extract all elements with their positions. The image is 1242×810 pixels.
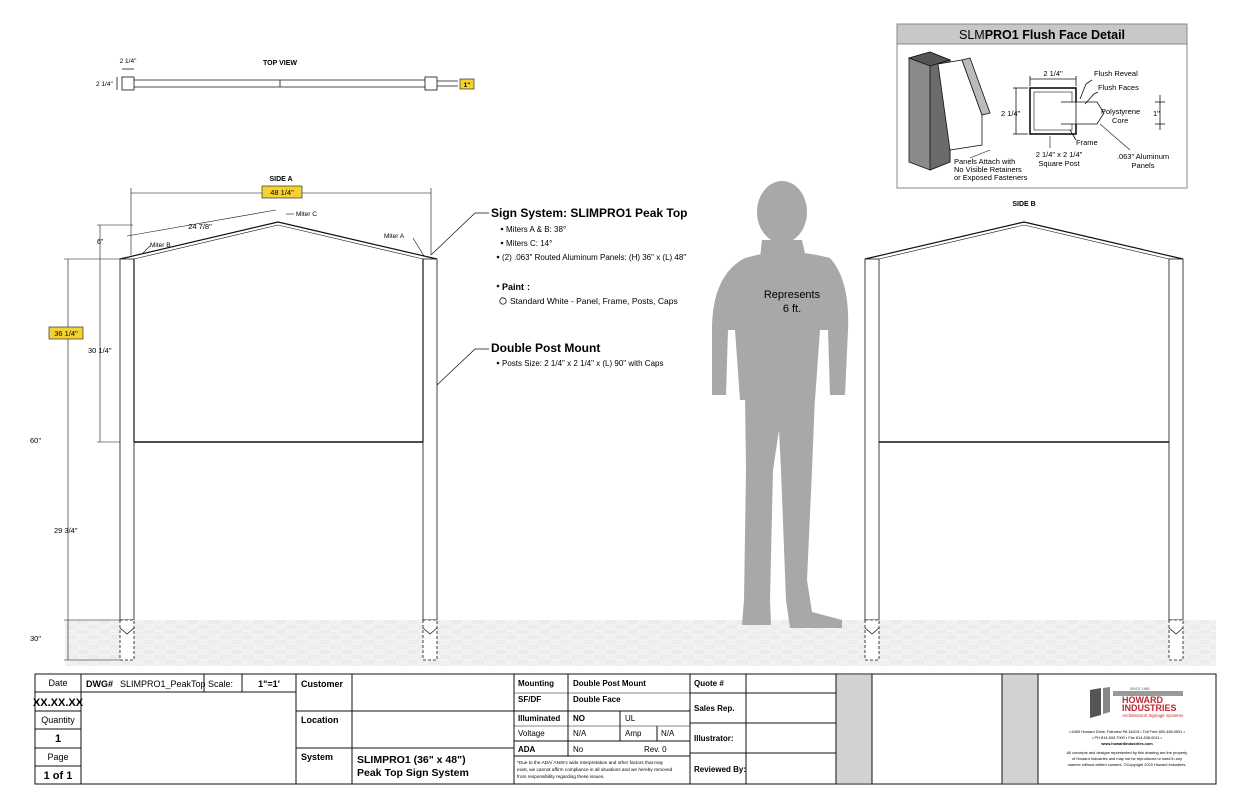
customer-label: Customer	[301, 679, 344, 689]
logo-small: SINCE 1968	[1130, 687, 1150, 691]
paint-colon: :	[527, 282, 530, 292]
voltage-label: Voltage	[518, 729, 545, 738]
side-a-sign	[120, 222, 437, 660]
page-label: Page	[47, 752, 69, 762]
detail-panels-attach-1: Panels Attach with	[954, 157, 1016, 166]
ada-value: No	[573, 745, 584, 754]
side-b-title: SIDE B	[1012, 201, 1036, 208]
detail-polystyrene: Polystyrene	[1101, 107, 1141, 116]
side-a-embed: 30"	[30, 634, 42, 643]
side-a-panel-height: 30 1/4"	[88, 346, 112, 355]
illuminated-label: Illuminated	[518, 714, 561, 723]
bullet-mount	[497, 362, 500, 365]
ada-note-3: from responsibility regarding these issues.	[517, 774, 605, 779]
detail-dim-side: 2 1/4"	[1001, 109, 1021, 118]
scale-value: 1"=1'	[258, 679, 280, 689]
side-a-peak-height: 6"	[97, 239, 104, 246]
quantity-value: 1	[54, 733, 62, 745]
side-a-overall-width: 48 1/4"	[270, 188, 294, 197]
logo-name-1: HOWARD	[1122, 695, 1163, 705]
voltage-value: N/A	[573, 729, 587, 738]
rev-label: Rev. 0	[644, 745, 667, 754]
sign-system-title: Sign System: SLIMPRO1 Peak Top	[491, 206, 688, 220]
detail-flush-faces: Flush Faces	[1098, 83, 1139, 92]
detail-panels-attach-3: or Exposed Fasteners	[954, 173, 1028, 182]
ada-note-1: *Due to the ADA/ ANSI's wide interpretation and other factors that may	[517, 760, 664, 765]
ada-note-2: exist, we cannot affirm compliance in all situations and we hereby removed	[517, 767, 673, 772]
mounting-value: Double Post Mount	[573, 679, 646, 688]
quote-label: Quote #	[694, 679, 724, 688]
top-view	[117, 69, 458, 90]
detail-panels-attach-2: No Visible Retainers	[954, 165, 1022, 174]
side-a-panel-height-hl: 36 1/4"	[54, 329, 78, 338]
paint-item: Standard White - Panel, Frame, Posts, Caps	[510, 296, 678, 306]
address-3: www.howardindustries.com	[1101, 741, 1153, 746]
system-value-1: SLIMPRO1 (36" x 48")	[357, 754, 466, 766]
side-a-clearance: 29 3/4"	[54, 526, 78, 535]
top-view-dim-depth: 2 1/4"	[96, 81, 113, 88]
detail-frame: Frame	[1076, 138, 1098, 147]
illustrator-label: Illustrator:	[694, 734, 734, 743]
dwg-value: SLIMPRO1_PeakTop	[120, 679, 206, 689]
detail-alum-panels-1: .063" Aluminum	[1116, 152, 1170, 161]
logo-tag: Architectural Signage Systems	[1122, 713, 1184, 718]
figure-line-2: 6 ft.	[782, 303, 802, 315]
sign-item-1: Miters A & B: 38°	[506, 225, 567, 234]
side-a-miter-a: Miter A	[384, 233, 405, 240]
amp-label: Amp	[625, 729, 642, 738]
side-a-title: SIDE A	[269, 176, 293, 183]
bullet-2	[501, 242, 504, 245]
location-label: Location	[301, 715, 339, 725]
legal-2: of Howard Industries and may not be reproduced or used in any	[1072, 756, 1182, 761]
logo-name-2: INDUSTRIES	[1122, 703, 1177, 713]
detail-title: SLMPRO1 Flush Face Detail	[958, 28, 1126, 42]
paint-title: Paint	[502, 282, 525, 292]
side-b-sign	[865, 222, 1183, 660]
address-1: • 6400 Howard Drive, Fairview PA 16415 • Toll Free 800.458.0591 •	[1069, 729, 1185, 734]
bullet-3	[497, 256, 500, 259]
reviewed-label: Reviewed By:	[694, 765, 747, 774]
quantity-label: Quantity	[41, 715, 75, 725]
side-a-miter-b: Miter B	[150, 242, 171, 249]
date-label: Date	[48, 678, 68, 688]
scale-label: Scale:	[208, 679, 234, 689]
address-2: • PH 814.833.7000 • Fax 814.838.0011 •	[1092, 735, 1162, 740]
sign-item-3: (2) .063" Routed Aluminum Panels: (H) 36" x (L) 48"	[502, 253, 687, 262]
legal-3: manner without written consent. ©Copyright 2020 Howard Industries.	[1067, 762, 1187, 767]
mounting-label: Mounting	[518, 679, 554, 688]
mount-item: Posts Size: 2 1/4" x 2 1/4" x (L) 90" with Caps	[502, 359, 664, 368]
figure-line-1: Represents	[763, 289, 821, 301]
detail-flush-reveal: Flush Reveal	[1094, 69, 1138, 78]
ground-band	[65, 620, 1216, 666]
detail-square-post-2: Square Post	[1038, 159, 1080, 168]
top-view-title: TOP VIEW	[263, 60, 297, 67]
ul-label: UL	[625, 714, 636, 723]
dwg-label: DWG#	[86, 679, 113, 689]
side-a-total-height: 60"	[30, 436, 42, 445]
person-silhouette	[712, 181, 848, 628]
paint-radio-icon	[500, 298, 506, 304]
system-value-2: Peak Top Sign System	[357, 767, 469, 779]
side-a-miter-c: Miter C	[296, 211, 317, 218]
sign-item-2: Miters C: 14°	[506, 239, 553, 248]
callout-leaders	[431, 213, 489, 385]
mount-title: Double Post Mount	[491, 341, 601, 355]
amp-value: N/A	[661, 729, 675, 738]
detail-dim-top: 2 1/4"	[1043, 69, 1063, 78]
bullet-1	[501, 228, 504, 231]
detail-core: Core	[1112, 116, 1129, 125]
bullet-paint	[497, 285, 500, 288]
sfdf-label: SF/DF	[518, 695, 542, 704]
system-label: System	[301, 752, 334, 762]
illuminated-value: NO	[573, 714, 585, 723]
page-value: 1 of 1	[43, 770, 73, 782]
top-view-dim-panel: 1"	[463, 82, 471, 89]
detail-dim-panel: 1"	[1153, 109, 1160, 118]
sales-label: Sales Rep.	[694, 704, 735, 713]
sfdf-value: Double Face	[573, 695, 621, 704]
date-value: XX.XX.XX	[32, 697, 84, 709]
detail-alum-panels-2: Panels	[1131, 161, 1155, 170]
legal-1: All concepts and designs represented by this drawing are the property	[1066, 750, 1188, 755]
ada-label: ADA	[518, 745, 536, 754]
top-view-dim-width: 2 1/4"	[119, 58, 137, 65]
detail-square-post-1: 2 1/4" x 2 1/4"	[1035, 150, 1083, 159]
side-a-slope-length: 24 7/8"	[188, 222, 212, 231]
